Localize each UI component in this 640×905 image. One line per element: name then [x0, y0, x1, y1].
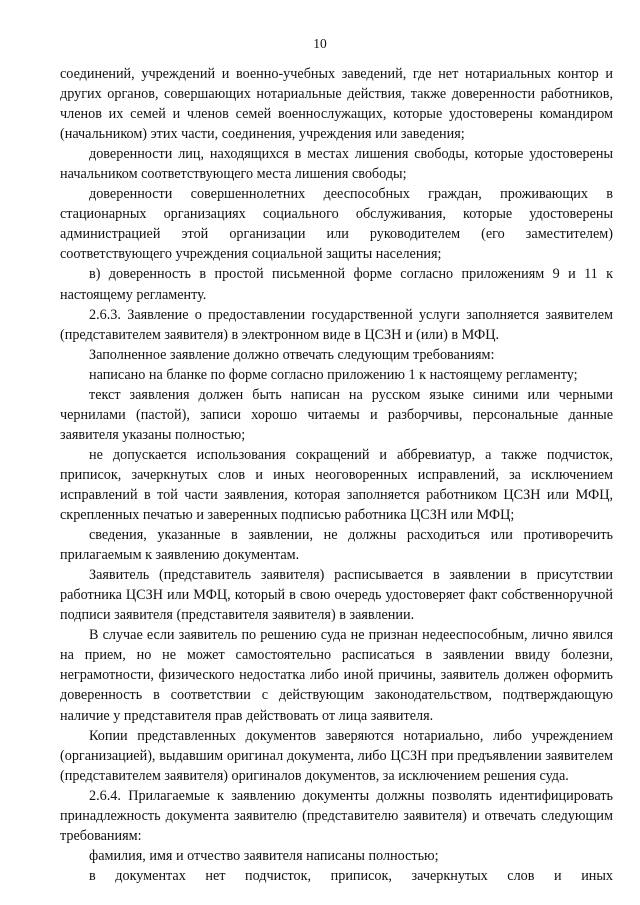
- paragraph-full-name-requirement: фамилия, имя и отчество заявителя написаны полностью;: [89, 847, 439, 864]
- paragraph-power-of-attorney-prisoners: доверенности лиц, находящихся в местах лишения свободы, которые удостоверены начальником соответствующего места лишения свободы;: [60, 146, 613, 183]
- paragraph-application-requirements-intro: Заполненное заявление должно отвечать следующим требованиям:: [89, 346, 495, 363]
- paragraph-requirement-language-ink: текст заявления должен быть написан на русском языке синими или черными чернилами (пастой), записи хорошо читаемы и разборчивы, персональные данные заявителя указаны полностью;: [60, 386, 613, 443]
- document-body: [60, 64, 613, 886]
- paragraph-power-of-attorney-social-institutions: доверенности совершеннолетних дееспособных граждан, проживающих в стационарных организациях социального обслуживания, которые удостоверены администрацией этой организации или руководителем (его заместителем) соответствующего учреждения социальной защиты населения;: [60, 186, 613, 263]
- paragraph-simple-written-power-of-attorney: в) доверенность в простой письменной форме согласно приложениям 9 и 11 к настоящему регламенту.: [60, 266, 613, 303]
- paragraph-section-2-6-3: 2.6.3. Заявление о предоставлении государственной услуги заполняется заявителем (представителем заявителя) в электронном виде в ЦСЗН и (или) в МФЦ.: [60, 306, 613, 343]
- paragraph-applicant-unable-to-sign: В случае если заявитель по решению суда не признан недееспособным, лично явился на прием, но не может самостоятельно расписаться в заявлении ввиду болезни, неграмотности, физического недостатка либо иной причины, заявитель должен оформить доверенность в соответствии с действующим законодательством, подтверждающую наличие у представителя прав действовать от лица заявителя.: [60, 627, 613, 724]
- paragraph-requirement-form: написано на бланке по форме согласно приложению 1 к настоящему регламенту;: [89, 366, 578, 383]
- paragraph-no-erasures-requirement: в документах нет подчисток, приписок, зачеркнутых слов и иных: [89, 867, 613, 884]
- paragraph-continuation: соединений, учреждений и военно-учебных заведений, где нет нотариальных контор и других органов, совершающих нотариальные действия, также доверенности работников, членов их семей и членов семей военнослужащих, которые удостоверены командиром (начальником) этих части, соединения, учреждения или заведения;: [60, 66, 613, 143]
- paragraph-copies-certification: Копии представленных документов заверяются нотариально, либо учреждением (организацией), выдавшим оригинал документа, либо ЦСЗН при предъявлении заявителем (представителем заявителя) оригиналов документов, за исключением решения суда.: [60, 727, 613, 784]
- paragraph-applicant-signature: Заявитель (представитель заявителя) расписывается в заявлении в присутствии работника ЦСЗН или МФЦ, который в свою очередь удостоверяет факт собственноручной подписи заявителя (представителя заявителя) в заявлении.: [60, 567, 613, 624]
- page-number: 10: [313, 36, 327, 51]
- paragraph-requirement-consistency: сведения, указанные в заявлении, не должны расходиться или противоречить прилагаемым к заявлению документам.: [60, 527, 613, 564]
- paragraph-section-2-6-4: 2.6.4. Прилагаемые к заявлению документы должны позволять идентифицировать принадлежность документа заявителю (представителю заявителя) и отвечать следующим требованиям:: [60, 787, 613, 844]
- paragraph-requirement-no-abbreviations: не допускается использования сокращений и аббревиатур, а также подчисток, приписок, зачеркнутых слов и иных неоговоренных исправлений, за исключением исправлений в той части заявления, которая заполняется работником ЦСЗН или МФЦ, скрепленных печатью и заверенных подписью работника ЦСЗН или МФЦ;: [60, 446, 613, 524]
